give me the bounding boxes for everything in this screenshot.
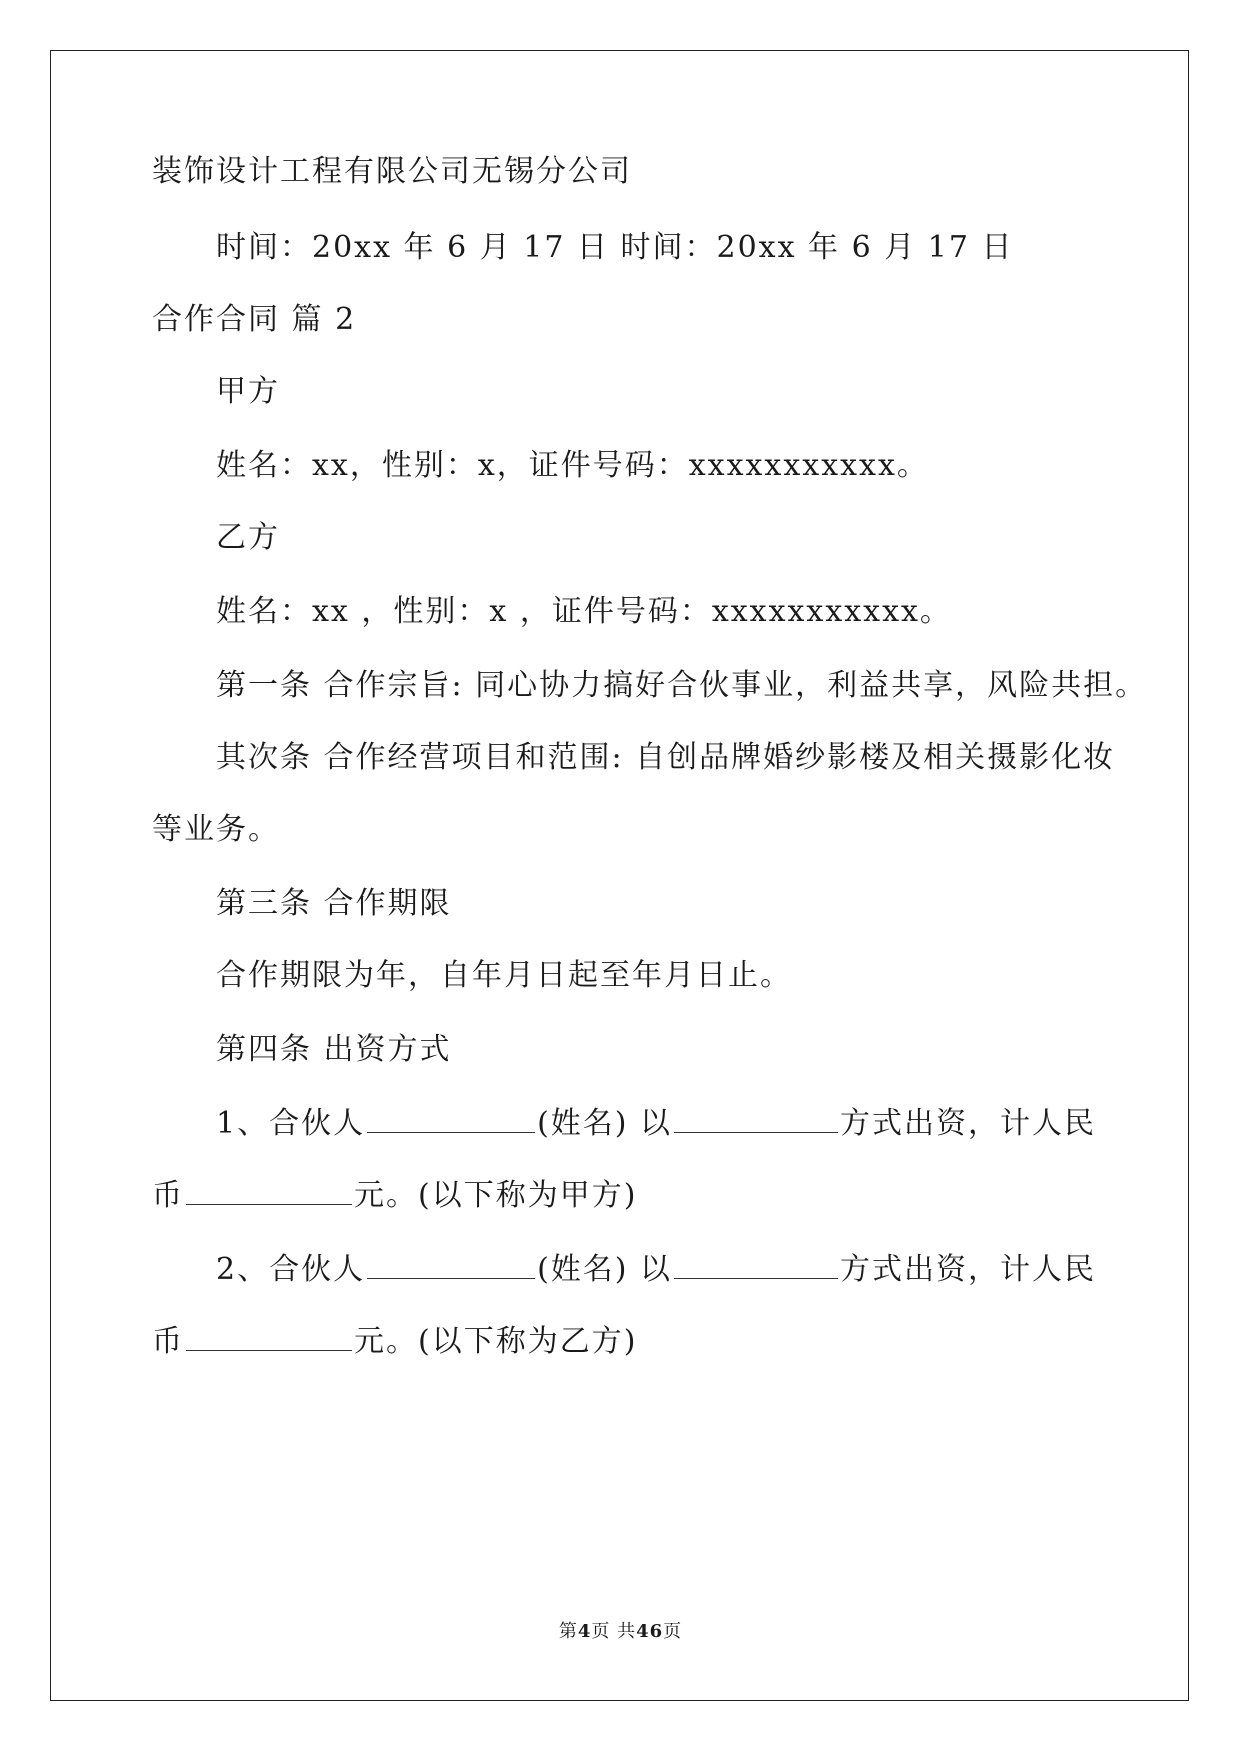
party-b-info: 姓名：xx ，性别：x ，证件号码：xxxxxxxxxxx。 bbox=[216, 594, 952, 629]
partner-2-method-blank bbox=[674, 1248, 838, 1279]
item-2-line1 bbox=[216, 1248, 1096, 1290]
article-3-body: 合作期限为年，自年月日起至年月日止。 bbox=[216, 958, 792, 993]
footer-suffix: 页 bbox=[663, 1621, 683, 1642]
item-1-partner-label: 1、合伙人 bbox=[216, 1106, 366, 1141]
page-border bbox=[50, 50, 1189, 1701]
item-2-method-label: 方式出资，计人民 bbox=[840, 1252, 1097, 1287]
party-b-label: 乙方 bbox=[216, 520, 280, 555]
company-name: 装饰设计工程有限公司无锡分公司 bbox=[152, 154, 632, 189]
article-4-title: 第四条 出资方式 bbox=[216, 1032, 452, 1067]
article-3-title: 第三条 合作期限 bbox=[216, 886, 452, 921]
footer-page-number: 4 bbox=[577, 1621, 592, 1642]
item-2-partner-label: 2、合伙人 bbox=[216, 1252, 366, 1287]
date-line: 时间：20xx 年 6 月 17 日 时间：20xx 年 6 月 17 日 bbox=[216, 230, 1014, 265]
item-1-amount-label: 元。(以下称为甲方) bbox=[354, 1178, 638, 1213]
partner-1-amount-blank bbox=[186, 1174, 352, 1205]
footer-total-pages: 46 bbox=[636, 1621, 664, 1642]
footer-mid: 页 共 bbox=[591, 1621, 637, 1642]
partner-2-amount-blank bbox=[186, 1320, 352, 1351]
item-1-line1 bbox=[216, 1102, 1096, 1144]
item-2-line2 bbox=[152, 1320, 637, 1362]
article-1: 第一条 合作宗旨: 同心协力搞好合伙事业，利益共享，风险共担。 bbox=[216, 668, 1148, 703]
contract-heading: 合作合同 篇 2 bbox=[152, 302, 357, 337]
article-2-line2: 等业务。 bbox=[152, 812, 280, 847]
footer-prefix: 第 bbox=[558, 1621, 578, 1642]
item-2-currency-label: 币 bbox=[152, 1324, 184, 1359]
partner-1-name-blank bbox=[367, 1102, 535, 1133]
item-1-name-label: (姓名) 以 bbox=[537, 1106, 673, 1141]
partner-2-name-blank bbox=[367, 1248, 535, 1279]
party-a-label: 甲方 bbox=[216, 374, 280, 409]
page-footer bbox=[0, 1620, 1241, 1644]
item-1-line2 bbox=[152, 1174, 637, 1216]
item-1-method-label: 方式出资，计人民 bbox=[840, 1106, 1097, 1141]
party-a-info: 姓名：xx，性别：x，证件号码：xxxxxxxxxxx。 bbox=[216, 448, 929, 483]
article-2-line1: 其次条 合作经营项目和范围: 自创品牌婚纱影楼及相关摄影化妆 bbox=[216, 740, 1116, 775]
item-1-currency-label: 币 bbox=[152, 1178, 184, 1213]
item-2-amount-label: 元。(以下称为乙方) bbox=[354, 1324, 638, 1359]
partner-1-method-blank bbox=[674, 1102, 838, 1133]
item-2-name-label: (姓名) 以 bbox=[537, 1252, 673, 1287]
